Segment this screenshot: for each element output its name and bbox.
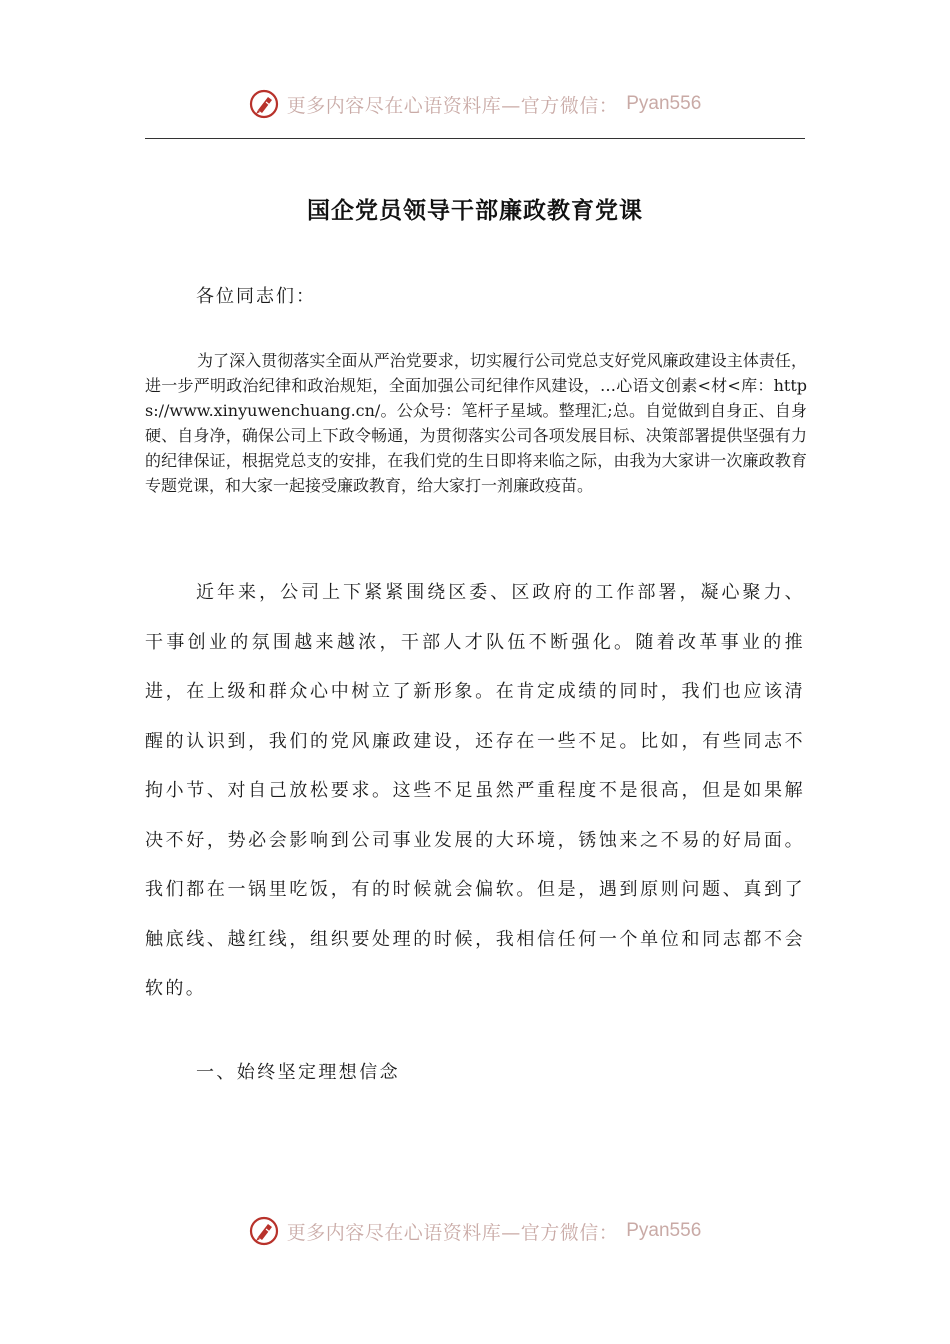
paragraph-intro: 为了深入贯彻落实全面从严治党要求，切实履行公司党总支好党风廉政建设主体责任，进一步严明政治纪律和政治规矩，全面加强公司纪律作风建设，…心语文创素<材<库：https://www.xinyuwenchuang.cn/。公众号：笔杆子星域。整理汇;总。自觉做到自身正、自身硬、自身净，确保公司上下政令畅通，为贯彻落实公司各项发展目标、决策部署提供坚强有力的纪律保证，根据党总支的安排，在我们党的生日即将来临之际，由我为大家讲一次廉政教育专题党课，和大家一起接受廉政教育，给大家打一剂廉政疫苗。 <box>145 351 807 495</box>
header-divider <box>145 138 805 139</box>
footer-banner-content <box>249 1216 702 1246</box>
paragraph-body: 近年来，公司上下紧紧围绕区委、区政府的工作部署，凝心聚力、干事创业的氛围越来越浓，干部人才队伍不断强化。随着改革事业的推进，在上级和群众心中树立了新形象。在肯定成绩的同时，我们也应该清醒的认识到，我们的党风廉政建设，还存在一些不足。比如，有些同志不拘小节、对自己放松要求。这些不足虽然严重程度不是很高，但是如果解决不好，势必会影响到公司事业发展的大环境，锈蚀来之不易的好局面。我们都在一锅里吃饭，有的时候就会偏软。但是，遇到原则问题、真到了触底线、越红线，组织要处理的时候，我相信任何一个单位和同志都不会软的。 <box>145 582 805 999</box>
footer-banner <box>0 1211 950 1251</box>
footer-banner-text: 更多内容尽在心语资料库—官方微信： <box>286 1221 619 1244</box>
salutation: 各位同志们： <box>196 286 316 307</box>
footer-banner-handle: Pyan556 <box>626 1220 702 1241</box>
section-heading: 一、始终坚定理想信念 <box>196 1062 400 1083</box>
pen-nib-logo-icon <box>249 1216 279 1246</box>
pen-nib-logo-icon <box>249 89 279 119</box>
header-banner-text: 更多内容尽在心语资料库—官方微信： <box>286 94 619 117</box>
header-banner-content <box>249 89 702 119</box>
header-banner <box>0 84 950 124</box>
header-banner-handle: Pyan556 <box>626 93 702 114</box>
document-title: 国企党员领导干部廉政教育党课 <box>307 198 643 224</box>
